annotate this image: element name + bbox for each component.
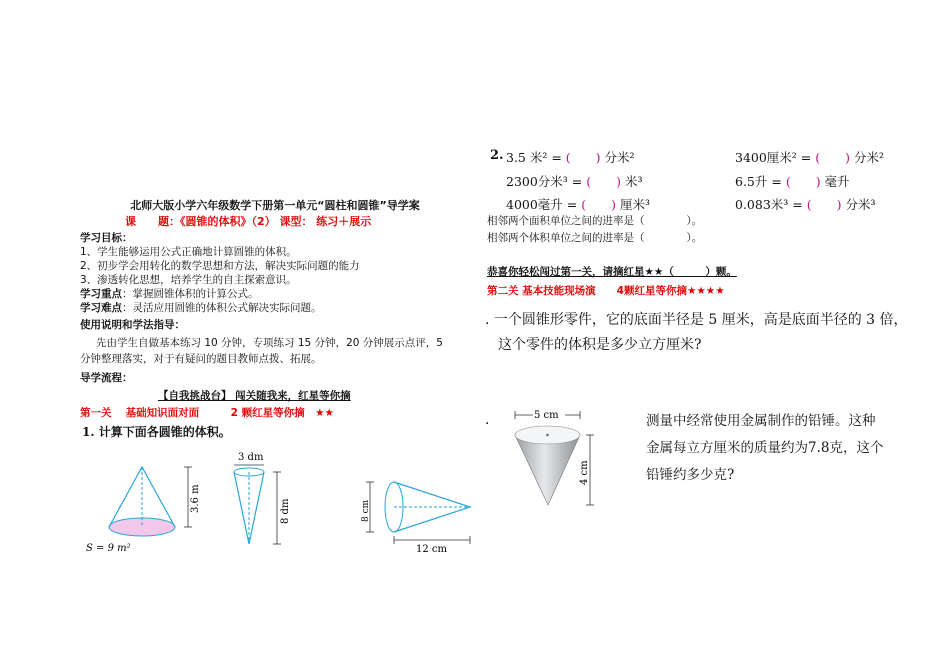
difficulty-text: ：灵活应用圆锥的体积公式解决实际问题。 — [122, 302, 322, 314]
cone-figure-1 — [82, 455, 202, 560]
objective-2: 2、初步学会用转化的数学思想和方法，解决实际问题的能力 — [80, 260, 360, 272]
level-two-heading: 第二关 基本技能现场演 4颗红星等你摘★★★★ — [487, 285, 725, 297]
fig1-height-label: 3.6 m — [190, 484, 201, 513]
problem-1-line-1: . 一个圆锥形零件，它的底面半径是 5 厘米，高是底面半径的 3 倍， — [485, 312, 908, 328]
problem-2-line-2: 金属每立方厘米的质量约为7.8克，这个 — [646, 440, 884, 456]
fig4-diameter-label: 5 cm — [534, 410, 559, 421]
key-point — [80, 287, 259, 302]
question-1: 1. 计算下面各圆锥的体积。 — [82, 425, 231, 439]
usage-line-1: 先由学生自做基本练习 10 分钟，专项练习 15 分钟，20 分钟展示点评，5 — [96, 337, 443, 349]
conversion-3b: 0.083米³ = ( ) 分米³ — [735, 197, 876, 212]
level-one-heading: 第一关 基础知识面对面 2 颗红星等你摘 ★★ — [80, 407, 334, 419]
objective-3: 3、渗透转化思想，培养学生的自主探索意识。 — [80, 274, 297, 286]
plumb-bob-figure — [490, 405, 600, 515]
objective-1: 1、学生能够运用公式正确地计算圆锥的体积。 — [80, 246, 297, 258]
usage-heading: 使用说明和学法指导： — [80, 319, 185, 331]
objectives-heading: 学习目标： — [80, 232, 133, 244]
difficulty-point — [80, 301, 322, 316]
conversion-2b: 6.5升 = ( ) 毫升 — [735, 174, 850, 189]
conversion-3a: 4000毫升 = ( ) 厘米³ — [506, 197, 650, 212]
fig4-height-label: 4 cm — [579, 460, 590, 485]
fig2-diameter-label: 3 dm — [238, 452, 264, 463]
conversion-1a: 3.5 米² = ( ) 分米² — [506, 150, 635, 165]
fig3-length-label: 12 cm — [416, 544, 447, 555]
fig1-area-label: S = 9 m² — [86, 543, 131, 554]
area-unit-rate-note: 相邻两个面积单位之间的进率是（ ）。 — [487, 215, 703, 227]
volume-unit-rate-note: 相邻两个体积单位之间的进率是（ ）。 — [487, 232, 703, 244]
problem-1-line-2: 这个零件的体积是多少立方厘米? — [498, 337, 702, 353]
usage-line-2: 分钟整理落实，对于有疑问的题目教师点拨、拓展。 — [80, 353, 322, 365]
conversion-2a: 2300分米³ = ( ) 米³ — [506, 174, 643, 189]
cone-figure-2 — [222, 448, 322, 558]
key-text: ：掌握圆锥体积的计算公式。 — [122, 288, 259, 300]
problem-2-line-1: 测量中经常使用金属制作的铅锤。这种 — [646, 413, 876, 429]
conversion-1b: 3400厘米² = ( ) 分米² — [735, 150, 885, 165]
challenge-heading: 【自我挑战台】 闯关随我来，红星等你摘 — [158, 390, 351, 402]
fig3-diameter-label: 8 cm — [361, 499, 371, 522]
key-label: 学习重点 — [80, 288, 122, 300]
question-2-number: 2. — [490, 148, 504, 163]
problem-2-line-3: 铅锤约多少克? — [646, 467, 735, 483]
lesson-subtitle: 课 题：《圆锥的体积》（2） 课型： 练习＋展示 — [125, 215, 372, 228]
difficulty-label: 学习难点 — [80, 302, 122, 314]
fig2-height-label: 8 dm — [280, 498, 291, 524]
page-title: 北师大版小学六年级数学下册第一单元“圆柱和圆锥”导学案 — [130, 199, 420, 212]
cone-figure-3 — [360, 470, 475, 555]
problem-2-bullet: . — [485, 412, 490, 428]
congrats-line: 恭喜你轻松闯过第一关，请摘红星★★（ ）颗。 — [487, 266, 737, 278]
flow-heading: 导学流程： — [80, 372, 133, 384]
